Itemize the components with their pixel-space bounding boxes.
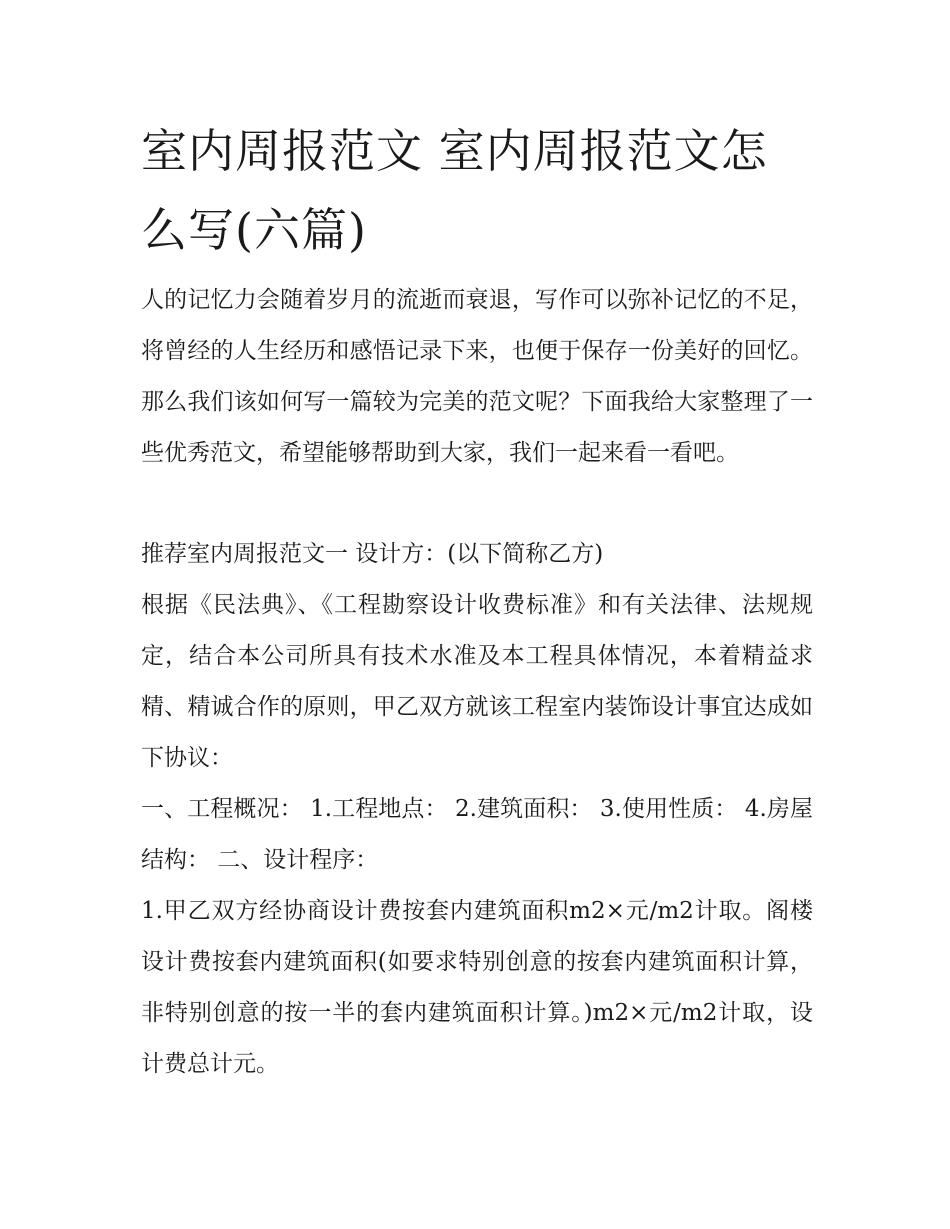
recommend-heading-paragraph: 推荐室内周报范文一 设计方：(以下简称乙方): [141, 541, 604, 567]
basis-paragraph: 根据《民法典》、《工程勘察设计收费标准》和有关法律、法规规定，结合本公司所具有技术水准及本工程具体情况，本着精益求精、精诚合作的原则，甲乙双方就该工程室内装饰设计事宜达成如下协议：: [141, 592, 813, 771]
document-title: 室内周报范文 室内周报范文怎么写(六篇): [141, 124, 768, 257]
intro-paragraph: 人的记忆力会随着岁月的流逝而衰退，写作可以弥补记忆的不足，将曾经的人生经历和感悟记录下来，也便于保存一份美好的回忆。那么我们该如何写一篇较为完美的范文呢？下面我给大家整理了一些优秀范文，希望能够帮助到大家，我们一起来看一看吧。: [141, 287, 813, 466]
overview-paragraph: 一、工程概况： 1.工程地点： 2.建筑面积： 3.使用性质： 4.房屋结构： 二、设计程序：: [141, 796, 813, 873]
fee-paragraph: 1.甲乙双方经协商设计费按套内建筑面积m2×元/m2计取。阁楼设计费按套内建筑面积(如要求特别创意的按套内建筑面积计算，非特别创意的按一半的套内建筑面积计算。)m2×元/m2计取，设计费总计元。: [141, 898, 813, 1077]
